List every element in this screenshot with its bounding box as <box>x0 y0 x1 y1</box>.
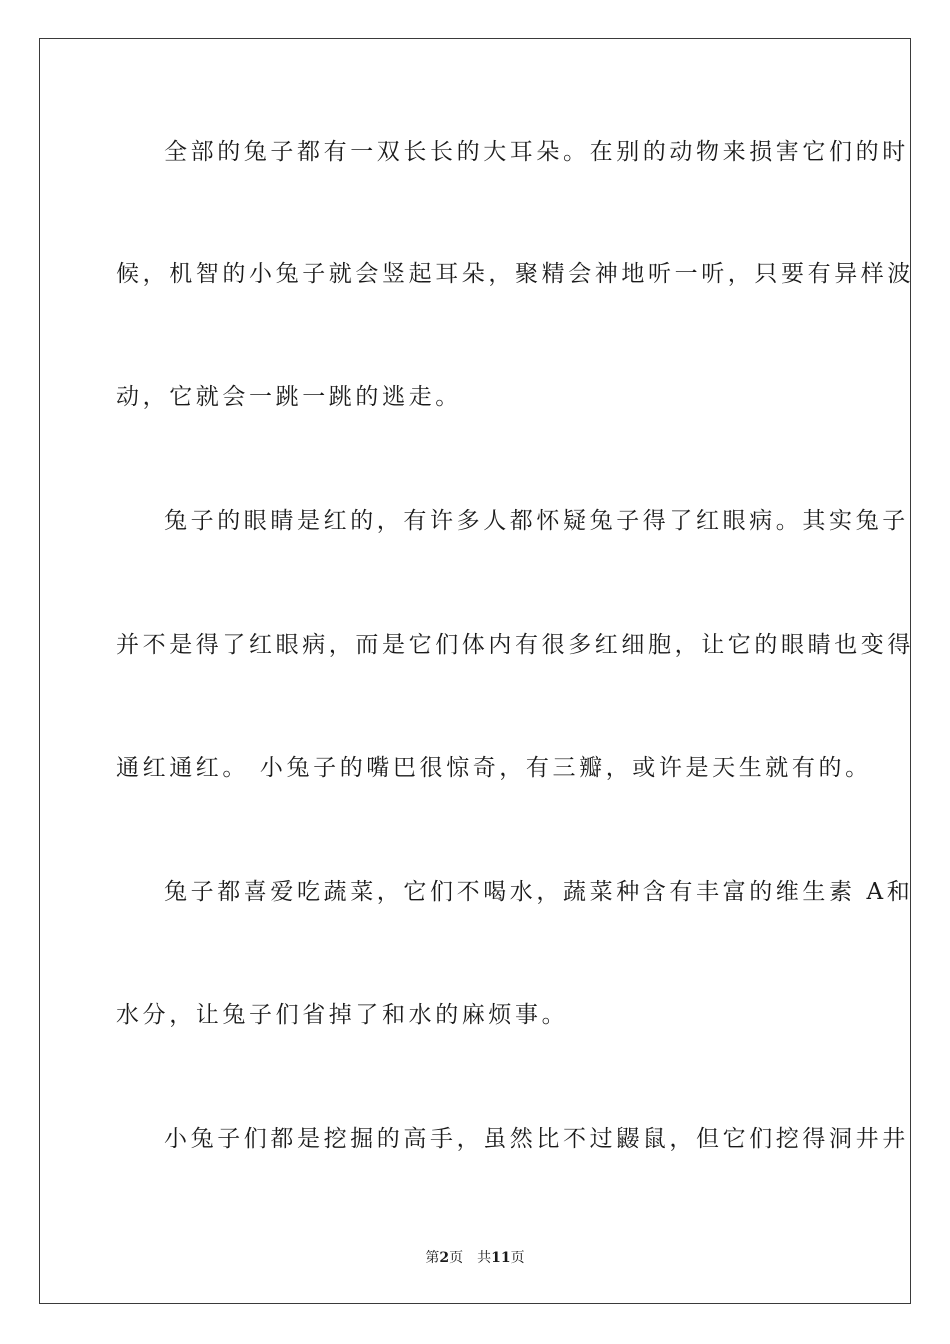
footer-total-prefix: 共 <box>477 1250 492 1266</box>
paragraph-1-line-3: 动，它就会一跳一跳的逃走。 <box>116 384 462 410</box>
paragraph-2-line-1: 兔子的眼睛是红的，有许多人都怀疑兔子得了红眼病。其实兔子 <box>164 508 909 534</box>
paragraph-2-line-3: 通红通红。 小兔子的嘴巴很惊奇，有三瓣，或许是天生就有的。 <box>116 755 872 781</box>
paragraph-2-line-2: 并不是得了红眼病，而是它们体内有很多红细胞，让它的眼睛也变得 <box>116 632 914 658</box>
page-footer <box>0 1247 950 1267</box>
paragraph-3-line-1: 兔子都喜爱吃蔬菜，它们不喝水，蔬菜种含有丰富的维生素 A和 <box>164 879 914 905</box>
footer-page-suffix: 页 <box>449 1250 464 1266</box>
footer-page-prefix: 第 <box>425 1250 440 1266</box>
footer-page-number: 2 <box>439 1250 450 1266</box>
paragraph-3-line-2: 水分，让兔子们省掉了和水的麻烦事。 <box>116 1002 569 1028</box>
paragraph-4-line-1: 小兔子们都是挖掘的高手，虽然比不过鼹鼠，但它们挖得洞井井 <box>164 1126 909 1152</box>
page-border <box>39 38 914 1304</box>
footer-total-pages: 11 <box>491 1250 511 1266</box>
paragraph-1-line-2: 候，机智的小兔子就会竖起耳朵，聚精会神地听一听，只要有异样波 <box>116 261 914 287</box>
paragraph-1-line-1: 全部的兔子都有一双长长的大耳朵。在别的动物来损害它们的时 <box>164 139 909 165</box>
footer-total-suffix: 页 <box>510 1250 525 1266</box>
